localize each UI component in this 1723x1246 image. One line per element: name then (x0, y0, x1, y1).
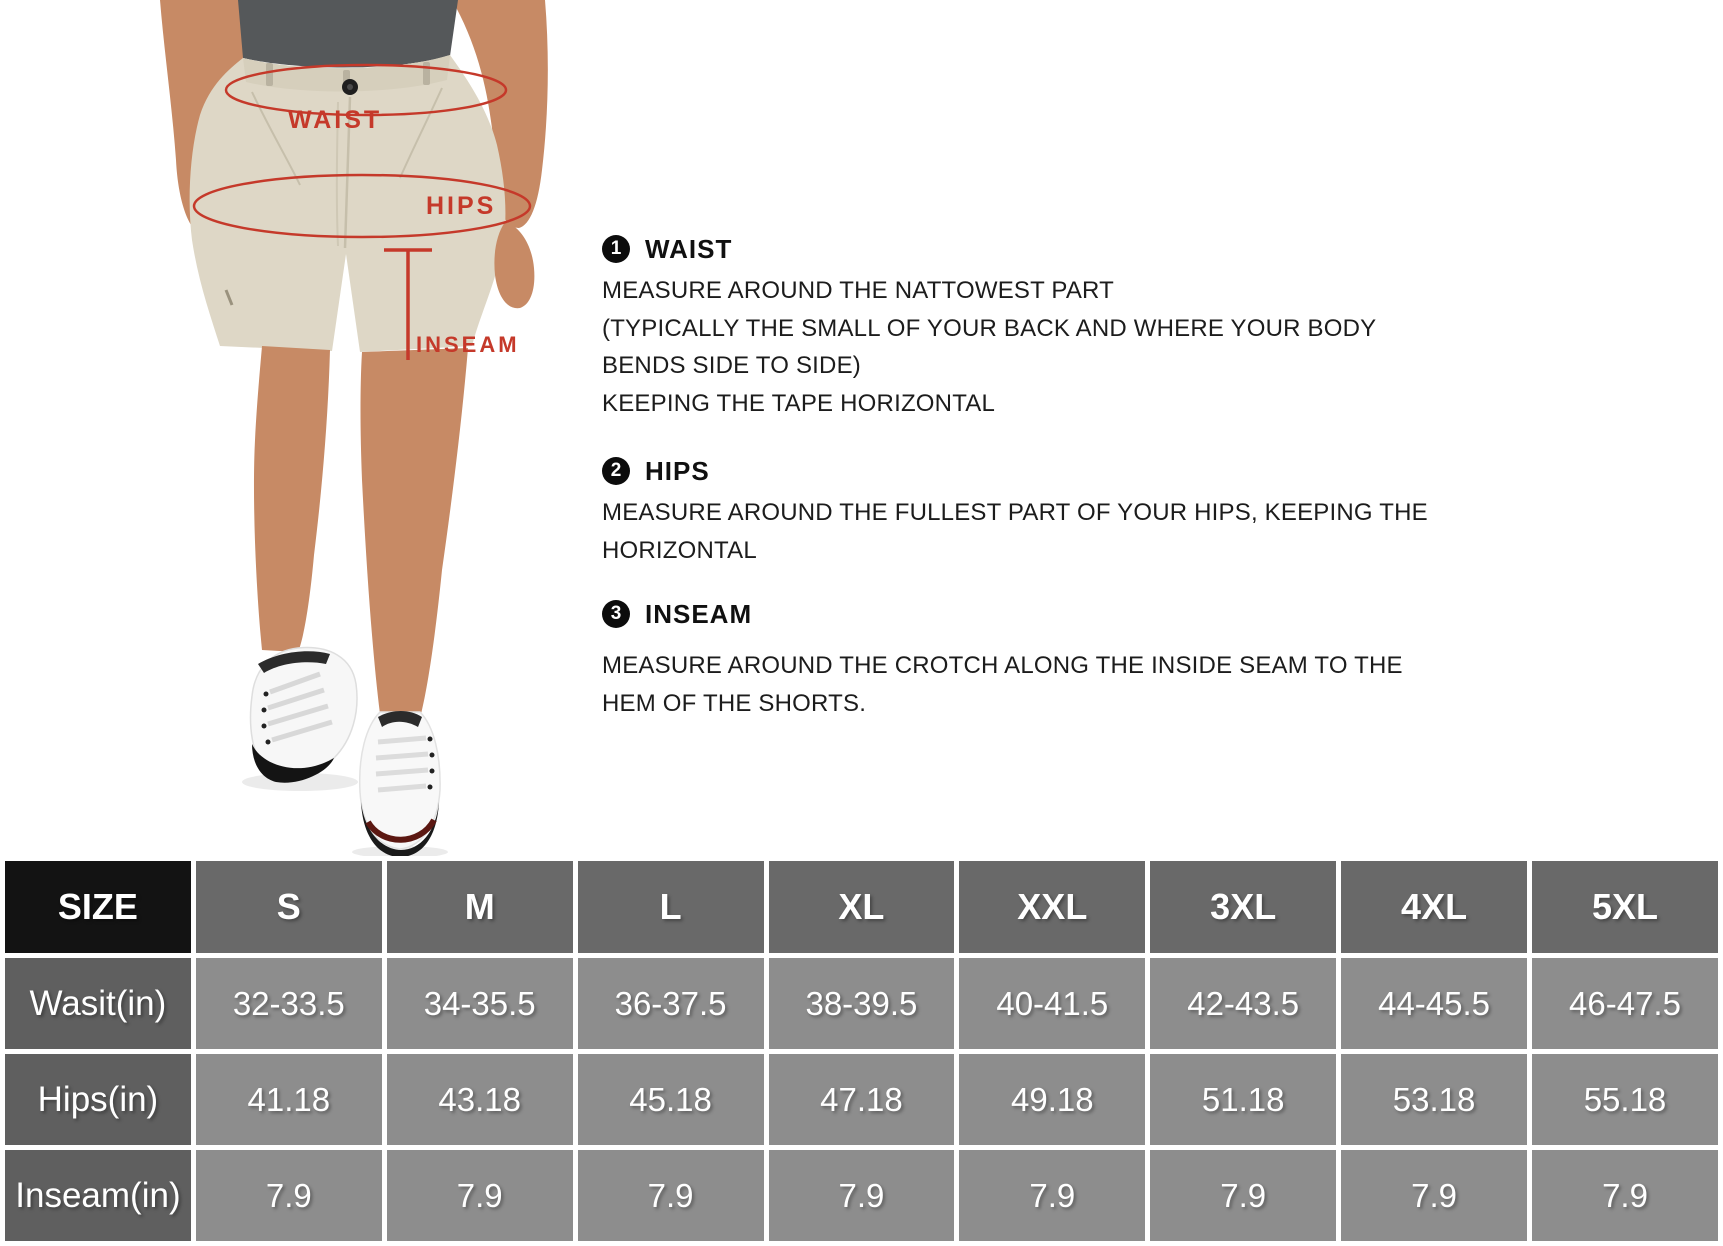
section-header (602, 232, 1382, 266)
row-label-cell: Inseam(in) (3, 1148, 194, 1244)
shirt (238, 0, 458, 68)
value-cell: 53.18 (1339, 1052, 1530, 1148)
size-column-header: 3XL (1148, 859, 1339, 956)
row-label-cell: Wasit(in) (3, 956, 194, 1052)
waist-annotation-label: WAIST (288, 106, 383, 134)
instruction-line: HORIZONTAL (602, 536, 757, 564)
value-cell: 44-45.5 (1339, 956, 1530, 1052)
instruction-line: HEM OF THE SHORTS. (602, 689, 867, 717)
number-1-badge-icon: 1 (602, 235, 630, 263)
section-title: WAIST (645, 233, 733, 264)
instruction-line: MEASURE AROUND THE CROTCH ALONG THE INSIDE SEAM TO THE (602, 652, 1403, 679)
measurement-instructions (602, 232, 1428, 722)
size-table-body (3, 859, 1721, 1244)
value-cell: 51.18 (1148, 1052, 1339, 1148)
value-cell: 7.9 (384, 1148, 575, 1244)
value-cell: 46-47.5 (1530, 956, 1721, 1052)
size-column-header: M (384, 859, 575, 956)
number-2-badge-icon: 2 (602, 457, 630, 485)
instruction-section-hips (602, 454, 1428, 569)
value-cell: 38-39.5 (766, 956, 957, 1052)
size-table-row (3, 1148, 1721, 1244)
section-header (602, 597, 1382, 631)
size-column-header: XL (766, 859, 957, 956)
section-title: HIPS (645, 455, 710, 486)
size-column-header: 5XL (1530, 859, 1721, 956)
section-body (602, 647, 1403, 722)
instruction-line: MEASURE AROUND THE NATTOWEST PART (602, 277, 1115, 304)
size-column-header: XXL (957, 859, 1148, 956)
size-column-header: S (193, 859, 384, 956)
value-cell: 7.9 (957, 1148, 1148, 1244)
instruction-section-waist (602, 232, 1382, 422)
size-table-header-row (3, 859, 1721, 956)
value-cell: 7.9 (193, 1148, 384, 1244)
value-cell: 43.18 (384, 1052, 575, 1148)
value-cell: 40-41.5 (957, 956, 1148, 1052)
number-3-badge-icon: 3 (602, 600, 630, 628)
instruction-section-inseam (602, 597, 1403, 722)
model-photo (0, 0, 580, 858)
instruction-line: KEEPING THE TAPE HORIZONTAL (602, 389, 996, 417)
belt-loop (423, 62, 430, 85)
size-header-cell: SIZE (3, 859, 194, 956)
shorts-button-center (347, 84, 353, 90)
size-column-header: L (575, 859, 766, 956)
section-body (602, 272, 1382, 422)
value-cell: 41.18 (193, 1052, 384, 1148)
value-cell: 7.9 (1148, 1148, 1339, 1244)
size-table (0, 856, 1723, 1246)
section-title: INSEAM (645, 598, 753, 629)
value-cell: 7.9 (1530, 1148, 1721, 1244)
belt-loop (266, 63, 273, 86)
instruction-line: BENDS SIDE TO SIDE) (602, 352, 861, 379)
right-hand (494, 222, 534, 308)
inseam-annotation-label: INSEAM (416, 332, 520, 357)
value-cell: 36-37.5 (575, 956, 766, 1052)
right-leg (361, 348, 469, 718)
left-leg (254, 346, 330, 652)
value-cell: 7.9 (575, 1148, 766, 1244)
size-column-header: 4XL (1339, 859, 1530, 956)
value-cell: 32-33.5 (193, 956, 384, 1052)
hips-annotation-label: HIPS (426, 192, 497, 220)
value-cell: 49.18 (957, 1052, 1148, 1148)
size-table-row (3, 1052, 1721, 1148)
model-illustration (0, 0, 580, 858)
row-label-cell: Hips(in) (3, 1052, 194, 1148)
instruction-line: (TYPICALLY THE SMALL OF YOUR BACK AND WHERE YOUR BODY (602, 314, 1377, 342)
value-cell: 7.9 (766, 1148, 957, 1244)
value-cell: 34-35.5 (384, 956, 575, 1052)
section-body (602, 494, 1428, 569)
instruction-line: MEASURE AROUND THE FULLEST PART OF YOUR HIPS, KEEPING THE (602, 499, 1428, 526)
value-cell: 42-43.5 (1148, 956, 1339, 1052)
value-cell: 45.18 (575, 1052, 766, 1148)
size-table-row (3, 956, 1721, 1052)
value-cell: 47.18 (766, 1052, 957, 1148)
value-cell: 7.9 (1339, 1148, 1530, 1244)
section-header (602, 454, 1382, 488)
value-cell: 55.18 (1530, 1052, 1721, 1148)
